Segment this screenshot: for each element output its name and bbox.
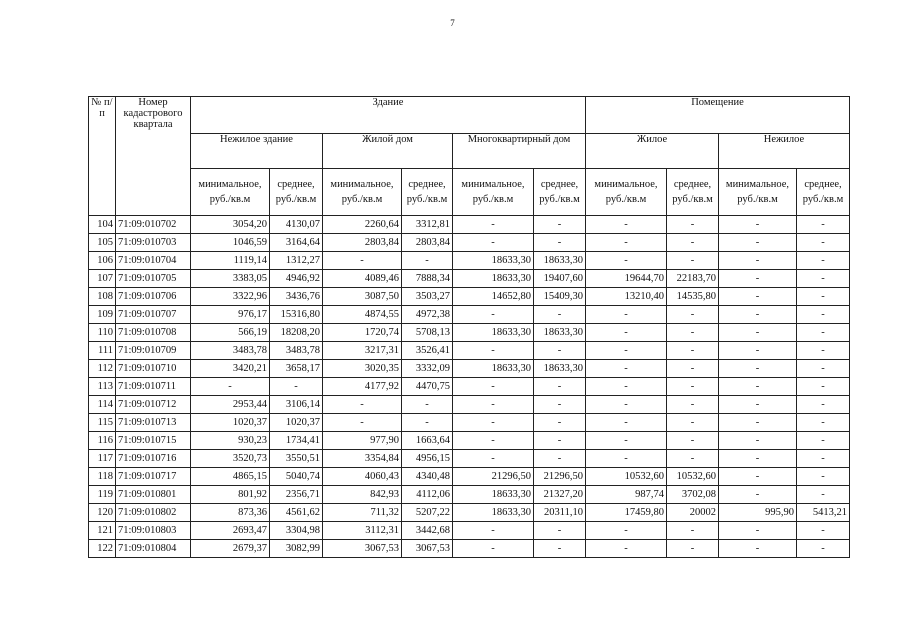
value-cell: 3164,64 — [270, 234, 323, 252]
value-cell: - — [667, 252, 719, 270]
header-num: № п/п — [89, 97, 116, 216]
cadastral-number-cell: 71:09:010717 — [116, 468, 191, 486]
value-cell: - — [323, 414, 402, 432]
value-cell: - — [797, 342, 850, 360]
value-cell: - — [667, 414, 719, 432]
value-cell: - — [667, 324, 719, 342]
table-row — [89, 234, 850, 252]
value-cell: - — [719, 396, 797, 414]
table-row — [89, 288, 850, 306]
value-cell: - — [797, 252, 850, 270]
value-cell: 20311,10 — [534, 504, 586, 522]
page-number: 7 — [450, 18, 455, 28]
value-cell: 1720,74 — [323, 324, 402, 342]
value-cell: - — [797, 234, 850, 252]
value-cell: - — [797, 468, 850, 486]
value-cell: - — [586, 450, 667, 468]
header-avg: среднее, руб./кв.м — [797, 169, 850, 216]
value-cell: - — [719, 252, 797, 270]
value-cell: 18633,30 — [453, 324, 534, 342]
table-row — [89, 270, 850, 288]
header-min: минимальное, руб./кв.м — [191, 169, 270, 216]
table-row — [89, 432, 850, 450]
value-cell: 21327,20 — [534, 486, 586, 504]
value-cell: - — [534, 216, 586, 234]
value-cell: 15316,80 — [270, 306, 323, 324]
row-number-cell: 122 — [89, 540, 116, 558]
value-cell: 3067,53 — [323, 540, 402, 558]
row-number-cell: 114 — [89, 396, 116, 414]
table-row — [89, 396, 850, 414]
header-min: минимальное, руб./кв.м — [323, 169, 402, 216]
row-number-cell: 116 — [89, 432, 116, 450]
value-cell: 2356,71 — [270, 486, 323, 504]
value-cell: 995,90 — [719, 504, 797, 522]
value-cell: - — [534, 306, 586, 324]
header-premises: Помещение — [586, 97, 850, 134]
cadastral-number-cell: 71:09:010715 — [116, 432, 191, 450]
table-row — [89, 324, 850, 342]
value-cell: 3483,78 — [191, 342, 270, 360]
value-cell: 977,90 — [323, 432, 402, 450]
value-cell: - — [667, 540, 719, 558]
table-body — [89, 216, 850, 558]
table-row — [89, 450, 850, 468]
cadastral-number-cell: 71:09:010801 — [116, 486, 191, 504]
value-cell: - — [586, 378, 667, 396]
header-avg: среднее, руб./кв.м — [667, 169, 719, 216]
value-cell: - — [453, 540, 534, 558]
value-cell: 976,17 — [191, 306, 270, 324]
table-row — [89, 486, 850, 504]
value-cell: - — [453, 378, 534, 396]
value-cell: - — [719, 432, 797, 450]
value-cell: - — [719, 342, 797, 360]
value-cell: - — [586, 414, 667, 432]
value-cell: - — [402, 396, 453, 414]
value-cell: 21296,50 — [453, 468, 534, 486]
value-cell: - — [797, 360, 850, 378]
value-cell: - — [534, 378, 586, 396]
value-cell: - — [797, 486, 850, 504]
value-cell: 3106,14 — [270, 396, 323, 414]
value-cell: - — [534, 342, 586, 360]
value-cell: 3702,08 — [667, 486, 719, 504]
row-number-cell: 121 — [89, 522, 116, 540]
cadastral-number-cell: 71:09:010716 — [116, 450, 191, 468]
value-cell: - — [797, 432, 850, 450]
value-cell: 18633,30 — [453, 360, 534, 378]
row-number-cell: 118 — [89, 468, 116, 486]
value-cell: - — [323, 252, 402, 270]
row-number-cell: 115 — [89, 414, 116, 432]
row-number-cell: 117 — [89, 450, 116, 468]
value-cell: 18633,30 — [453, 504, 534, 522]
value-cell: - — [797, 414, 850, 432]
value-cell: - — [667, 306, 719, 324]
value-cell: 3054,20 — [191, 216, 270, 234]
value-cell: 1663,64 — [402, 432, 453, 450]
cadastral-number-cell: 71:09:010706 — [116, 288, 191, 306]
value-cell: - — [719, 540, 797, 558]
value-cell: 4470,75 — [402, 378, 453, 396]
table-row — [89, 540, 850, 558]
cadastral-number-cell: 71:09:010713 — [116, 414, 191, 432]
value-cell: 22183,70 — [667, 270, 719, 288]
value-cell: 3420,21 — [191, 360, 270, 378]
value-cell: - — [402, 414, 453, 432]
value-cell: 801,92 — [191, 486, 270, 504]
value-cell: - — [797, 270, 850, 288]
value-cell: 2679,37 — [191, 540, 270, 558]
value-cell: - — [586, 324, 667, 342]
value-cell: - — [719, 234, 797, 252]
value-cell: 4972,38 — [402, 306, 453, 324]
table-row — [89, 252, 850, 270]
value-cell: - — [797, 306, 850, 324]
value-cell: 14535,80 — [667, 288, 719, 306]
value-cell: - — [797, 378, 850, 396]
row-number-cell: 120 — [89, 504, 116, 522]
value-cell: 20002 — [667, 504, 719, 522]
table-row — [89, 504, 850, 522]
row-number-cell: 119 — [89, 486, 116, 504]
value-cell: - — [586, 306, 667, 324]
value-cell: - — [453, 432, 534, 450]
row-number-cell: 107 — [89, 270, 116, 288]
value-cell: - — [453, 234, 534, 252]
cadastral-number-cell: 71:09:010708 — [116, 324, 191, 342]
value-cell: 3020,35 — [323, 360, 402, 378]
value-cell: - — [402, 252, 453, 270]
value-cell: - — [586, 396, 667, 414]
value-cell: 2953,44 — [191, 396, 270, 414]
value-cell: 3526,41 — [402, 342, 453, 360]
value-cell: 4089,46 — [323, 270, 402, 288]
value-cell: 2693,47 — [191, 522, 270, 540]
value-cell: 1734,41 — [270, 432, 323, 450]
value-cell: 10532,60 — [586, 468, 667, 486]
row-number-cell: 110 — [89, 324, 116, 342]
value-cell: 1119,14 — [191, 252, 270, 270]
value-cell: 19407,60 — [534, 270, 586, 288]
row-number-cell: 111 — [89, 342, 116, 360]
value-cell: - — [453, 450, 534, 468]
header-residential: Жилое — [586, 134, 719, 169]
table-row — [89, 468, 850, 486]
value-cell: - — [453, 216, 534, 234]
value-cell: 15409,30 — [534, 288, 586, 306]
value-cell: - — [453, 522, 534, 540]
cadastral-number-cell: 71:09:010707 — [116, 306, 191, 324]
table-row — [89, 378, 850, 396]
value-cell: 13210,40 — [586, 288, 667, 306]
value-cell: 5207,22 — [402, 504, 453, 522]
value-cell: - — [586, 432, 667, 450]
value-cell: - — [586, 342, 667, 360]
value-cell: 3217,31 — [323, 342, 402, 360]
value-cell: 3312,81 — [402, 216, 453, 234]
row-number-cell: 109 — [89, 306, 116, 324]
value-cell: 3442,68 — [402, 522, 453, 540]
value-cell: - — [453, 306, 534, 324]
value-cell: 4177,92 — [323, 378, 402, 396]
header-min: минимальное, руб./кв.м — [719, 169, 797, 216]
header-avg: среднее, руб./кв.м — [402, 169, 453, 216]
value-cell: - — [453, 342, 534, 360]
value-cell: 18633,30 — [534, 252, 586, 270]
value-cell: - — [667, 234, 719, 252]
value-cell: 987,74 — [586, 486, 667, 504]
table-row — [89, 414, 850, 432]
value-cell: 842,93 — [323, 486, 402, 504]
value-cell: 2803,84 — [323, 234, 402, 252]
cadastral-number-cell: 71:09:010702 — [116, 216, 191, 234]
cadastral-number-cell: 71:09:010709 — [116, 342, 191, 360]
value-cell: - — [534, 432, 586, 450]
value-cell: - — [534, 414, 586, 432]
value-cell: 7888,34 — [402, 270, 453, 288]
value-cell: 21296,50 — [534, 468, 586, 486]
value-cell: - — [667, 522, 719, 540]
value-cell: - — [534, 522, 586, 540]
value-cell: 711,32 — [323, 504, 402, 522]
value-cell: - — [797, 396, 850, 414]
value-cell: 3087,50 — [323, 288, 402, 306]
value-cell: - — [586, 234, 667, 252]
value-cell: 3082,99 — [270, 540, 323, 558]
value-cell: 873,36 — [191, 504, 270, 522]
value-cell: 18633,30 — [453, 486, 534, 504]
value-cell: 3658,17 — [270, 360, 323, 378]
cadastral-number-cell: 71:09:010802 — [116, 504, 191, 522]
value-cell: 4874,55 — [323, 306, 402, 324]
value-cell: - — [586, 216, 667, 234]
value-cell: 566,19 — [191, 324, 270, 342]
header-house: Жилой дом — [323, 134, 453, 169]
value-cell: 1020,37 — [270, 414, 323, 432]
value-cell: 4130,07 — [270, 216, 323, 234]
value-cell: - — [719, 486, 797, 504]
value-cell: - — [453, 414, 534, 432]
value-cell: - — [667, 450, 719, 468]
header-cadastral: Номер кадастрового квартала — [116, 97, 191, 216]
value-cell: - — [667, 360, 719, 378]
cadastral-number-cell: 71:09:010712 — [116, 396, 191, 414]
value-cell: - — [719, 324, 797, 342]
value-cell: - — [719, 468, 797, 486]
value-cell: - — [797, 522, 850, 540]
table-row — [89, 522, 850, 540]
value-cell: 5708,13 — [402, 324, 453, 342]
header-building: Здание — [191, 97, 586, 134]
value-cell: 3436,76 — [270, 288, 323, 306]
value-cell: 4956,15 — [402, 450, 453, 468]
value-cell: - — [667, 432, 719, 450]
header-min: минимальное, руб./кв.м — [586, 169, 667, 216]
value-cell: - — [719, 522, 797, 540]
value-cell: 4946,92 — [270, 270, 323, 288]
value-cell: - — [534, 396, 586, 414]
value-cell: 3520,73 — [191, 450, 270, 468]
value-cell: - — [719, 360, 797, 378]
value-cell: - — [719, 306, 797, 324]
value-cell: - — [534, 450, 586, 468]
table-row — [89, 306, 850, 324]
value-cell: - — [797, 216, 850, 234]
value-cell: 3383,05 — [191, 270, 270, 288]
cadastral-number-cell: 71:09:010704 — [116, 252, 191, 270]
value-cell: - — [534, 540, 586, 558]
row-number-cell: 108 — [89, 288, 116, 306]
value-cell: 17459,80 — [586, 504, 667, 522]
value-cell: 3483,78 — [270, 342, 323, 360]
value-cell: - — [719, 270, 797, 288]
value-cell: 5040,74 — [270, 468, 323, 486]
value-cell: 4112,06 — [402, 486, 453, 504]
value-cell: 4340,48 — [402, 468, 453, 486]
value-cell: 10532,60 — [667, 468, 719, 486]
value-cell: - — [323, 396, 402, 414]
row-number-cell: 112 — [89, 360, 116, 378]
value-cell: - — [667, 378, 719, 396]
table-row — [89, 360, 850, 378]
value-cell: 3322,96 — [191, 288, 270, 306]
value-cell: - — [586, 252, 667, 270]
value-cell: 2803,84 — [402, 234, 453, 252]
value-cell: 1046,59 — [191, 234, 270, 252]
value-cell: 3550,51 — [270, 450, 323, 468]
cadastral-number-cell: 71:09:010703 — [116, 234, 191, 252]
row-number-cell: 106 — [89, 252, 116, 270]
value-cell: 18633,30 — [534, 324, 586, 342]
value-cell: 3332,09 — [402, 360, 453, 378]
value-cell: - — [534, 234, 586, 252]
table-row — [89, 216, 850, 234]
value-cell: 18633,30 — [453, 270, 534, 288]
value-cell: 1020,37 — [191, 414, 270, 432]
value-cell: 14652,80 — [453, 288, 534, 306]
header-nonres-building: Нежилое здание — [191, 134, 323, 169]
value-cell: - — [270, 378, 323, 396]
value-cell: 1312,27 — [270, 252, 323, 270]
header-avg: среднее, руб./кв.м — [534, 169, 586, 216]
cadastral-number-cell: 71:09:010711 — [116, 378, 191, 396]
value-cell: 3112,31 — [323, 522, 402, 540]
value-cell: - — [797, 324, 850, 342]
value-cell: 2260,64 — [323, 216, 402, 234]
value-cell: - — [719, 288, 797, 306]
value-cell: 18208,20 — [270, 324, 323, 342]
header-min: минимальное, руб./кв.м — [453, 169, 534, 216]
value-cell: - — [719, 216, 797, 234]
value-cell: 4060,43 — [323, 468, 402, 486]
value-cell: 3354,84 — [323, 450, 402, 468]
value-cell: - — [797, 540, 850, 558]
row-number-cell: 113 — [89, 378, 116, 396]
cadastral-number-cell: 71:09:010803 — [116, 522, 191, 540]
table-row — [89, 342, 850, 360]
row-number-cell: 105 — [89, 234, 116, 252]
row-number-cell: 104 — [89, 216, 116, 234]
value-cell: 18633,30 — [453, 252, 534, 270]
value-cell: - — [586, 540, 667, 558]
value-cell: 19644,70 — [586, 270, 667, 288]
value-cell: - — [586, 360, 667, 378]
value-cell: - — [797, 450, 850, 468]
value-cell: - — [797, 288, 850, 306]
value-cell: - — [667, 396, 719, 414]
value-cell: - — [191, 378, 270, 396]
value-cell: - — [719, 378, 797, 396]
value-cell: 3503,27 — [402, 288, 453, 306]
value-cell: - — [453, 396, 534, 414]
value-cell: 5413,21 — [797, 504, 850, 522]
value-cell: - — [667, 342, 719, 360]
value-cell: 930,23 — [191, 432, 270, 450]
value-cell: 4561,62 — [270, 504, 323, 522]
header-avg: среднее, руб./кв.м — [270, 169, 323, 216]
cadastral-number-cell: 71:09:010710 — [116, 360, 191, 378]
value-cell: - — [719, 450, 797, 468]
value-cell: - — [667, 216, 719, 234]
value-cell: 3067,53 — [402, 540, 453, 558]
value-cell: 3304,98 — [270, 522, 323, 540]
value-cell: - — [586, 522, 667, 540]
value-cell: - — [719, 414, 797, 432]
header-apartment-building: Многоквартирный дом — [453, 134, 586, 169]
value-cell: 18633,30 — [534, 360, 586, 378]
cadastral-value-table — [88, 96, 850, 558]
value-cell: 4865,15 — [191, 468, 270, 486]
cadastral-number-cell: 71:09:010705 — [116, 270, 191, 288]
header-nonresidential: Нежилое — [719, 134, 850, 169]
cadastral-number-cell: 71:09:010804 — [116, 540, 191, 558]
